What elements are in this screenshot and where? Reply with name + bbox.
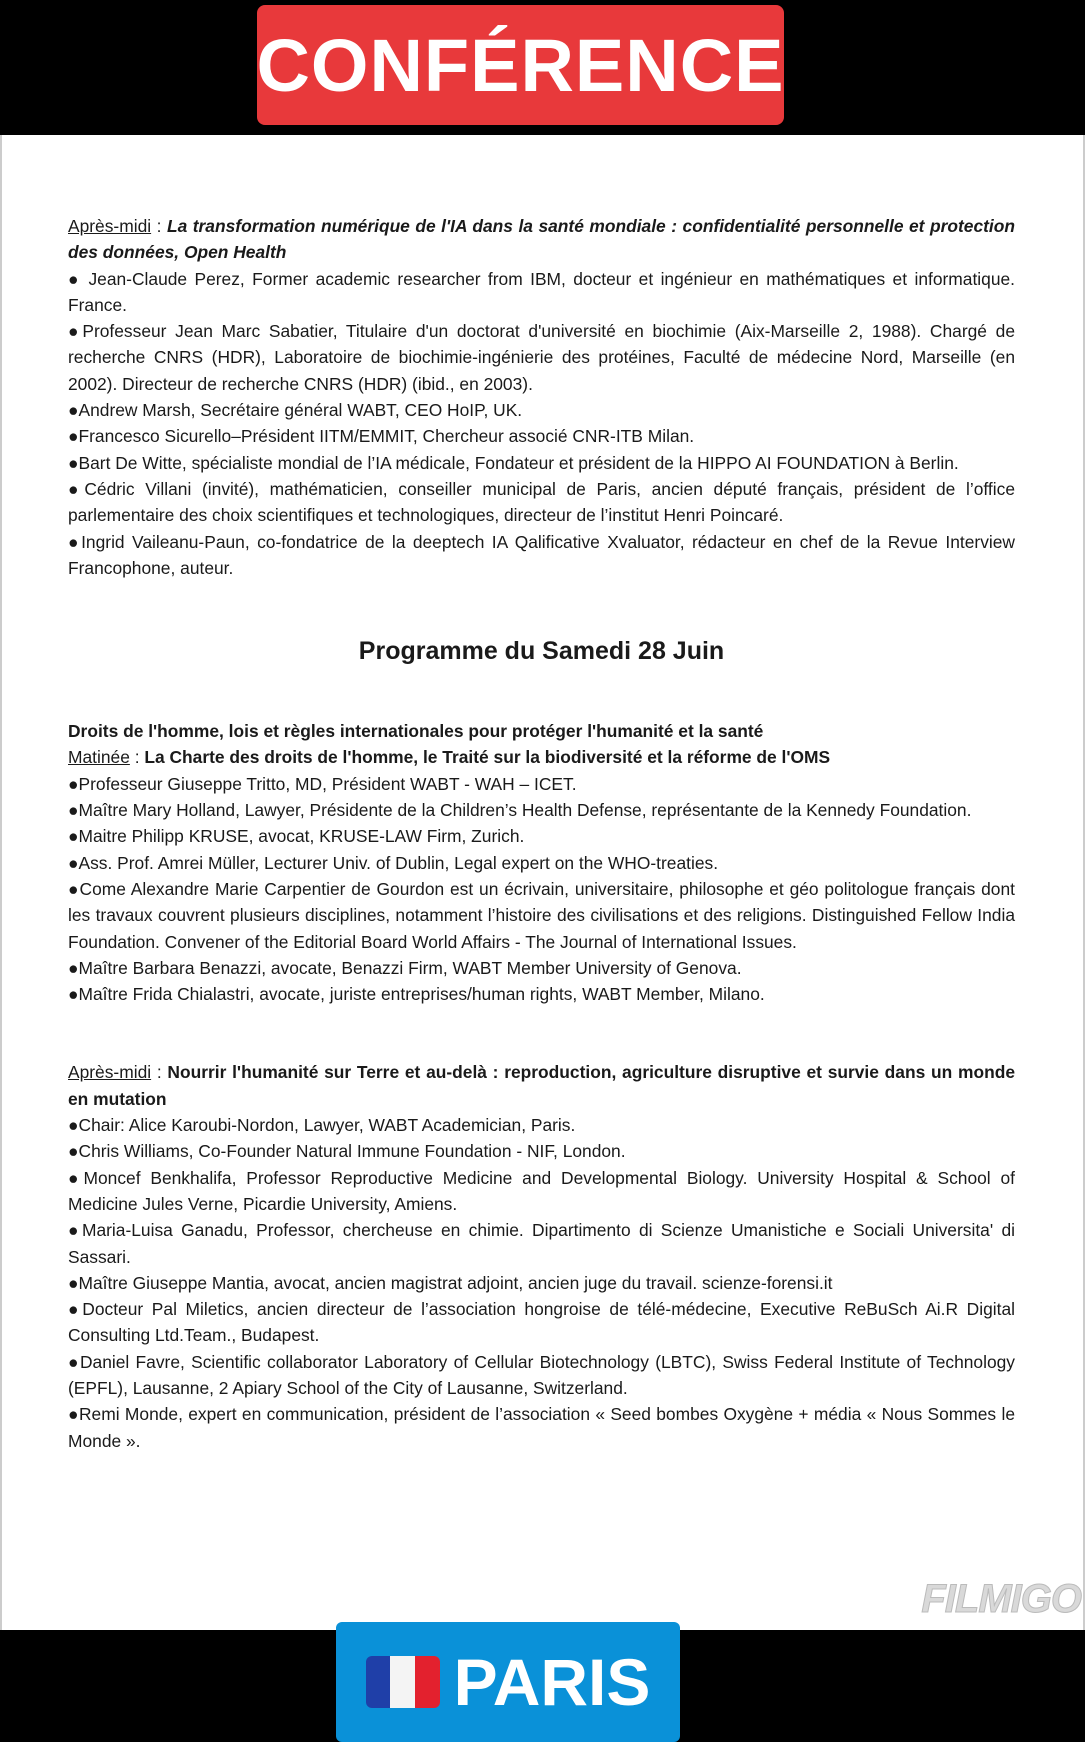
section1-label: Après-midi xyxy=(68,216,152,236)
city-banner xyxy=(336,1622,680,1742)
list-item: ●Andrew Marsh, Secrétaire général WABT, CEO HoIP, UK. xyxy=(68,400,523,421)
section2-separator: : xyxy=(129,747,145,768)
list-item: ●Daniel Favre, Scientific collaborator Laboratory of Cellular Biotechnology (LBTC), Swiss Federal Institute of Technology (EPFL), Lausanne, 2 Apiary School of the City of Lausanne, Switzerland. xyxy=(68,1351,1015,1398)
section3-separator: : xyxy=(151,1062,168,1083)
list-item: ●Docteur Pal Miletics, ancien directeur de l’association hongroise de télé-médecine, Executive ReBuSch Ai.R Digital Consulting Ltd.Team., Budapest. xyxy=(68,1299,1015,1346)
list-item: ●Maitre Philipp KRUSE, avocat, KRUSE-LAW Firm, Zurich. xyxy=(68,826,525,847)
city-label: PARIS xyxy=(453,1645,651,1719)
list-item: ●Ingrid Vaileanu-Paun, co-fondatrice de la deeptech IA Qalificative Xvaluator, rédacteur en chef de la Revue Interview Francophone, auteur. xyxy=(68,531,1015,578)
section1-separator: : xyxy=(151,216,167,236)
program-document xyxy=(0,135,1085,1630)
section3-label: Après-midi xyxy=(68,1062,152,1083)
section2-label: Matinée xyxy=(68,747,130,768)
list-item: ●Maître Frida Chialastri, avocate, juriste entreprises/human rights, WABT Member, Milano. xyxy=(68,984,765,1005)
list-item: ●Maria-Luisa Ganadu, Professor, chercheuse en chimie. Dipartimento di Scienze Umanistiche e Sociali Universita' di Sassari. xyxy=(68,1220,1015,1267)
document-content xyxy=(68,213,1015,1454)
list-item: ●Cédric Villani (invité), mathématicien, conseiller municipal de Paris, ancien député français, président de l’office parlementaire des choix scientifiques et technologiques, directeur de l’institut Henri Poincaré. xyxy=(68,478,1015,526)
section2-subheading xyxy=(68,744,1015,770)
list-item: ●Maître Mary Holland, Lawyer, Présidente de la Children’s Health Defense, représentante de la Kennedy Foundation. xyxy=(68,800,972,821)
section3-title: Nourrir l'humanité sur Terre et au-delà : reproduction, agriculture disruptive et survie dans un monde en mutation xyxy=(68,1062,1015,1109)
list-item: ●Chair: Alice Karoubi-Nordon, Lawyer, WABT Academician, Paris. xyxy=(68,1115,576,1136)
list-item: ●Francesco Sicurello–Président IITM/EMMIT, Chercheur associé CNR-ITB Milan. xyxy=(68,426,695,447)
conference-title-banner xyxy=(257,5,784,125)
conference-title: CONFÉRENCE xyxy=(256,23,785,107)
list-item: ●Ass. Prof. Amrei Müller, Lecturer Univ. of Dublin, Legal expert on the WHO-treaties. xyxy=(68,852,719,873)
list-item: ●Come Alexandre Marie Carpentier de Gourdon est un écrivain, universitaire, philosophe et géo politologue français dont les travaux couvrent plusieurs disciplines, notamment l’histoire des civilisations et des religions. Distinguished Fellow India Foundation. Convener of the Editorial Board World Affairs - The Journal of International Issues. xyxy=(68,878,1015,952)
section2-title: La Charte des droits de l'homme, le Traité sur la biodiversité et la réforme de l'OMS xyxy=(144,747,831,768)
section3-heading xyxy=(68,1059,1015,1112)
section1-heading xyxy=(68,213,1015,266)
list-item: ●Remi Monde, expert en communication, président de l’association « Seed bombes Oxygène + média « Nous Sommes le Monde ». xyxy=(68,1404,1015,1451)
list-item: ●Chris Williams, Co-Founder Natural Immune Foundation - NIF, London. xyxy=(68,1141,626,1162)
france-flag-icon xyxy=(366,1656,440,1708)
filmigo-watermark: FILMIGO xyxy=(921,1577,1081,1621)
list-item: ●Maître Giuseppe Mantia, avocat, ancien magistrat adjoint, ancien juge du travail. scienze-forensi.it xyxy=(68,1272,833,1293)
list-item: ● Jean-Claude Perez, Former academic researcher from IBM, docteur et ingénieur en mathématiques et informatique. France. xyxy=(68,268,1015,315)
list-item: ●Bart De Witte, spécialiste mondial de l’IA médicale, Fondateur et président de la HIPPO AI FOUNDATION à Berlin. xyxy=(68,452,959,473)
list-item: ●Maître Barbara Benazzi, avocate, Benazzi Firm, WABT Member University of Genova. xyxy=(68,957,742,978)
list-item: ●Professeur Giuseppe Tritto, MD, Président WABT - WAH – ICET. xyxy=(68,773,577,794)
section2-heading: Droits de l'homme, lois et règles internationales pour protéger l'humanité et la santé xyxy=(68,721,764,742)
list-item: ●Professeur Jean Marc Sabatier, Titulaire d'un doctorat d'université en biochimie (Aix-Marseille 2, 1988). Chargé de recherche CNRS (HDR), Laboratoire de biochimie-ingénierie des protéines, Faculté de médecine Nord, Marseille (en 2002). Directeur de recherche CNRS (HDR) (ibid., en 2003). xyxy=(68,321,1015,394)
program-heading: Programme du Samedi 28 Juin xyxy=(358,637,725,666)
list-item: ●Moncef Benkhalifa, Professor Reproductive Medicine and Developmental Biology. University Hospital & School of Medicine Jules Verne, Picardie University, Amiens. xyxy=(68,1167,1015,1214)
section-spacer xyxy=(68,1007,1015,1059)
section1-title: La transformation numérique de l'IA dans la santé mondiale : confidentialité personnelle et protection des données, Open Health xyxy=(68,216,1015,263)
